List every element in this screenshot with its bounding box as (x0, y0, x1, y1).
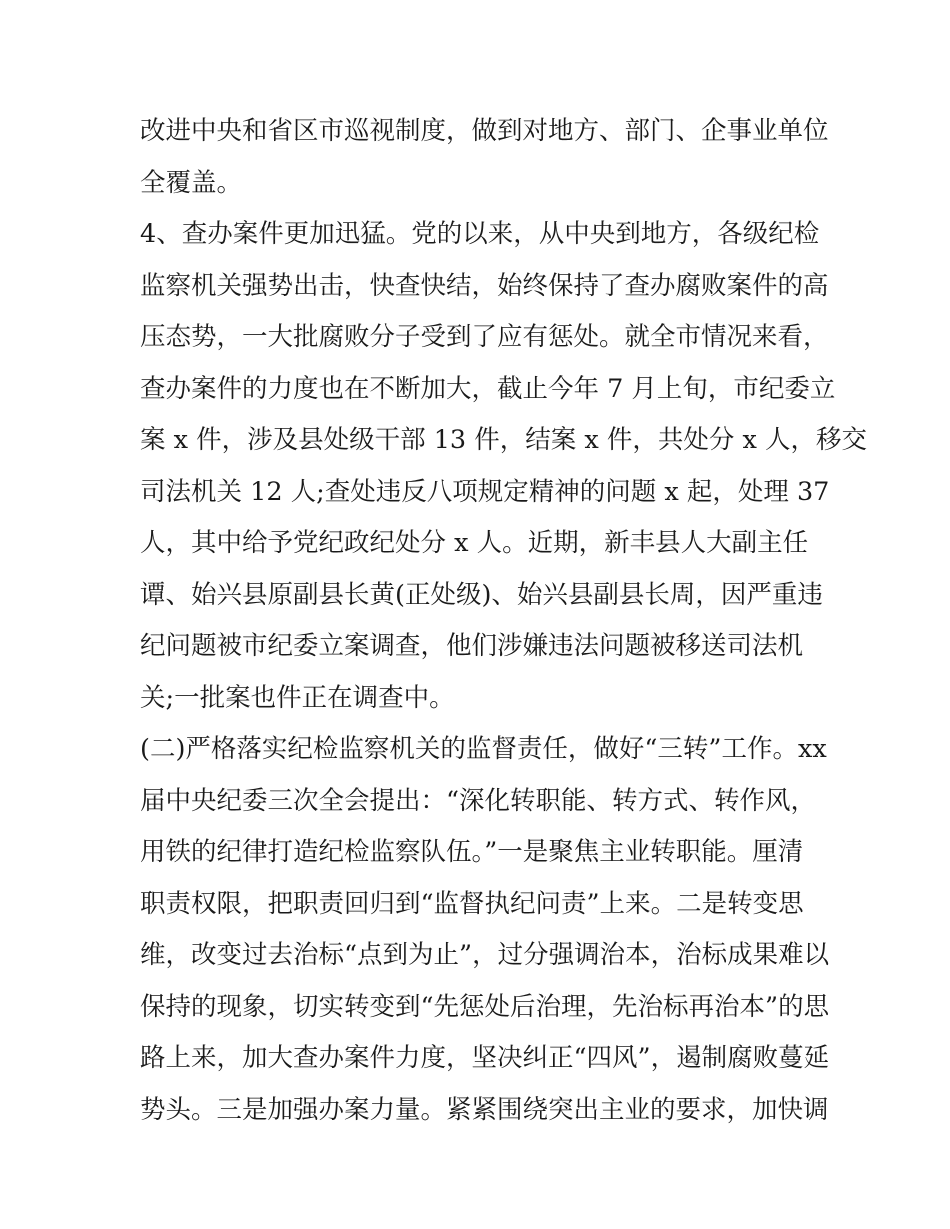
text-line: 司法机关 12 人;查处违反八项规定精神的问题 x 起，处理 37 (140, 476, 830, 507)
text-line: 用铁的纪律打造纪检监察队伍。”一是聚焦主业转职能。厘清 (140, 837, 804, 867)
text-line: 关;一批案也件正在调查中。 (140, 682, 455, 713)
text-line: 监察机关强势出击，快查快结，始终保持了查办腐败案件的高 (140, 270, 829, 301)
text-line: 保持的现象，切实转变到“先惩处后治理，先治标再治本”的思 (140, 991, 830, 1022)
text-line: 纪问题被市纪委立案调查，他们涉嫌违法问题被移送司法机 (140, 631, 804, 661)
document-body (140, 106, 867, 1136)
text-line: 维，改变过去治标“点到为止”，过分强调治本，治标成果难以 (140, 940, 830, 970)
text-line: 人，其中给予党纪政纪处分 x 人。近期，新丰县人大副主任 (140, 528, 809, 558)
text-line: 查办案件的力度也在不断加大，截止今年 7 月上旬，市纪委立 (140, 373, 836, 404)
text-line: 谭、始兴县原副县长黄(正处级)、始兴县副县长周，因严重违 (140, 579, 823, 610)
text-line: 路上来，加大查办案件力度，坚决纠正“四风”，遏制腐败蔓延 (140, 1043, 830, 1073)
text-line: 改进中央和省区市巡视制度，做到对地方、部门、企事业单位 (140, 116, 829, 146)
text-line: 压态势，一大批腐败分子受到了应有惩处。就全市情况来看， (140, 322, 829, 352)
text-line: 职责权限，把职责回归到“监督执纪问责”上来。二是转变思 (140, 888, 804, 919)
text-line: 势头。三是加强办案力量。紧紧围绕突出主业的要求，加快调 (140, 1094, 829, 1125)
text-line: 届中央纪委三次全会提出：“深化转职能、转方式、转作风， (140, 785, 817, 816)
text-line: (二)严格落实纪检监察机关的监督责任，做好“三转”工作。xx (140, 734, 827, 764)
text-line: 全覆盖。 (140, 167, 243, 198)
text-line: 4、查办案件更加迅猛。党的以来，从中央到地方，各级纪检 (140, 219, 820, 249)
text-line: 案 x 件，涉及县处级干部 13 件，结案 x 件，共处分 x 人，移交 (140, 425, 867, 455)
